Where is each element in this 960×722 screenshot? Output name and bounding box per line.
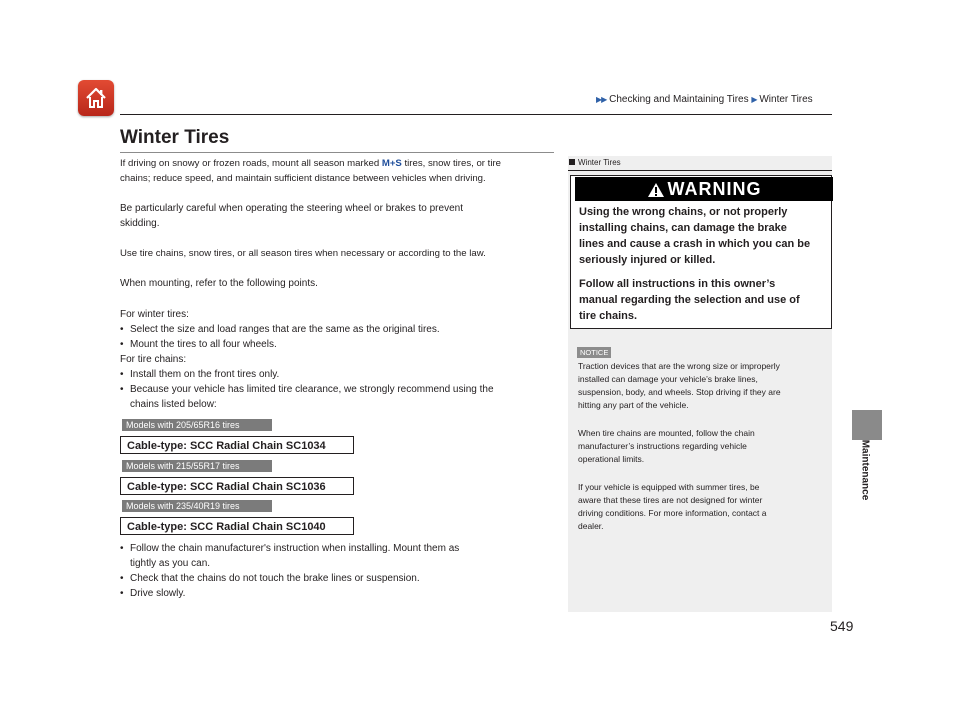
- warning-label: WARNING: [667, 179, 762, 199]
- chain-spec-box: Cable-type: SCC Radial Chain SC1034: [120, 436, 354, 454]
- notice-text-line: installed can damage your vehicle’s brake lines,: [578, 374, 758, 384]
- model-tag: Models with 215/55R17 tires: [122, 460, 272, 472]
- list-item-continuation: tightly as you can.: [130, 558, 211, 569]
- warning-text-line: manual regarding the selection and use of: [579, 294, 800, 306]
- sidebar-text-line: manufacturer’s instructions regarding vehicle: [578, 441, 747, 451]
- breadcrumb-item[interactable]: Checking and Maintaining Tires: [609, 94, 749, 105]
- winter-tires-heading: For winter tires:: [120, 309, 189, 320]
- law-paragraph: Use tire chains, snow tires, or all season tires when necessary or according to the law.: [120, 248, 486, 259]
- list-item-text: Install them on the front tires only.: [130, 369, 280, 380]
- breadcrumb-arrow-icon: ▶▶: [596, 95, 607, 104]
- sidebar-text-line: When tire chains are mounted, follow the chain: [578, 428, 755, 438]
- bullet-icon: •: [120, 543, 124, 554]
- home-icon: [84, 86, 108, 110]
- chain-spec-box: Cable-type: SCC Radial Chain SC1040: [120, 517, 354, 535]
- bullet-icon: •: [120, 573, 124, 584]
- list-item-text: Check that the chains do not touch the brake lines or suspension.: [130, 573, 420, 584]
- warning-text-line: Using the wrong chains, or not properly: [579, 206, 788, 218]
- sidebar-text-line: aware that these tires are not designed for winter: [578, 495, 763, 505]
- list-item: [120, 541, 459, 556]
- sidebar-text-line: dealer.: [578, 521, 604, 531]
- list-item: [120, 382, 494, 397]
- intro-paragraph-line: [120, 156, 501, 171]
- title-divider: [120, 152, 554, 153]
- warning-header: [575, 177, 833, 201]
- mounting-paragraph: When mounting, refer to the following points.: [120, 278, 318, 289]
- reference-marker-icon: [569, 159, 575, 165]
- caution-paragraph-line: Be particularly careful when operating the steering wheel or brakes to prevent: [120, 203, 463, 214]
- section-tab-label[interactable]: [858, 435, 872, 505]
- list-item: [120, 586, 185, 601]
- warning-text-line: seriously injured or killed.: [579, 254, 716, 266]
- chain-spec-box: Cable-type: SCC Radial Chain SC1036: [120, 477, 354, 495]
- warning-text-line: tire chains.: [579, 310, 638, 322]
- list-item-text: Mount the tires to all four wheels.: [130, 339, 277, 350]
- tire-chains-heading: For tire chains:: [120, 354, 187, 365]
- section-tab-text: Maintenance: [859, 439, 871, 501]
- home-button[interactable]: [78, 80, 114, 116]
- list-item: [120, 367, 279, 382]
- list-item: [120, 337, 277, 352]
- breadcrumb-arrow-icon: ▶: [751, 95, 757, 104]
- breadcrumb-item[interactable]: Winter Tires: [759, 94, 813, 105]
- sidebar-text-line: If your vehicle is equipped with summer tires, be: [578, 482, 760, 492]
- notice-label: NOTICE: [577, 347, 611, 358]
- warning-text-line: lines and cause a crash in which you can be: [579, 238, 811, 250]
- page-number: 549: [830, 618, 854, 634]
- intro-text: If driving on snowy or frozen roads, mount all season marked: [120, 158, 382, 169]
- notice-text-line: hitting any part of the vehicle.: [578, 400, 689, 410]
- list-item-text: Because your vehicle has limited tire clearance, we strongly recommend using the: [130, 384, 494, 395]
- ms-mark: M+S: [381, 158, 402, 169]
- bullet-icon: •: [120, 369, 124, 380]
- notice-text-line: suspension, body, and wheels. Stop driving if they are: [578, 387, 781, 397]
- warning-text-line: Follow all instructions in this owner’s: [579, 278, 776, 290]
- intro-paragraph-line: chains; reduce speed, and maintain sufficient distance between vehicles when driving.: [120, 173, 486, 184]
- list-item-text: Follow the chain manufacturer's instruction when installing. Mount them as: [130, 543, 460, 554]
- caution-paragraph-line: skidding.: [120, 218, 160, 229]
- list-item-continuation: chains listed below:: [130, 399, 217, 410]
- list-item: [120, 571, 420, 586]
- intro-text: tires, snow tires, or tire: [401, 158, 501, 169]
- list-item: [120, 322, 440, 337]
- list-item-text: Drive slowly.: [130, 588, 186, 599]
- warning-text-line: installing chains, can damage the brake: [579, 222, 787, 234]
- model-tag: Models with 205/65R16 tires: [122, 419, 272, 431]
- header-divider: [120, 114, 832, 115]
- list-item-text: Select the size and load ranges that are the same as the original tires.: [130, 324, 440, 335]
- bullet-icon: •: [120, 339, 124, 350]
- sidebar-title: [568, 157, 832, 171]
- page-title: Winter Tires: [120, 127, 230, 148]
- notice-text-line: Traction devices that are the wrong size or improperly: [578, 361, 780, 371]
- sidebar-title-text: Winter Tires: [578, 158, 621, 167]
- sidebar-text-line: driving conditions. For more information, contact a: [578, 508, 767, 518]
- sidebar-text-line: operational limits.: [578, 454, 645, 464]
- bullet-icon: •: [120, 384, 124, 395]
- bullet-icon: •: [120, 324, 124, 335]
- bullet-icon: •: [120, 588, 124, 599]
- breadcrumb: [596, 94, 813, 105]
- model-tag: Models with 235/40R19 tires: [122, 500, 272, 512]
- warning-triangle-icon: [647, 182, 665, 198]
